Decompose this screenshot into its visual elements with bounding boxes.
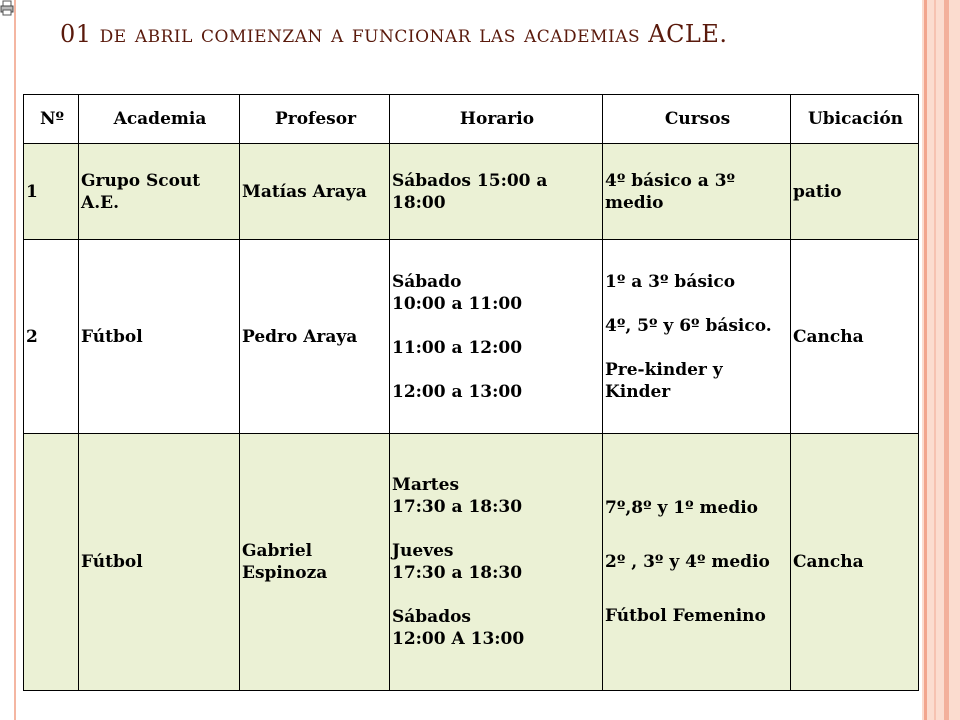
horario-line: 12:00 a 13:00 (392, 381, 523, 402)
cell-num: 1 (24, 144, 79, 240)
table-row (24, 144, 919, 240)
page-title: 01 de abril comienzan a funcionar las academias ACLE. (60, 20, 728, 48)
horario-line: Jueves (392, 541, 454, 562)
table-row (24, 434, 919, 691)
horario-line: Martes (392, 475, 460, 496)
header-ubicacion: Ubicación (791, 95, 919, 144)
header-profesor: Profesor (240, 95, 390, 144)
cell-academia: Fútbol (79, 240, 240, 434)
horario-line: 10:00 a 11:00 (392, 293, 523, 314)
cell-academia: Grupo Scout A.E. (79, 144, 240, 240)
header-cursos: Cursos (603, 95, 791, 144)
cell-horario (390, 434, 603, 691)
cursos-line: 7º,8º y 1º medio (605, 498, 759, 519)
cursos-line: Pre-kinder y Kinder (605, 359, 723, 402)
cell-ubicacion: Cancha (791, 434, 919, 691)
horario-line: 12:00 A 13:00 (392, 629, 525, 650)
cell-horario (390, 240, 603, 434)
cell-num (24, 434, 79, 691)
cell-profesor: Matías Araya (240, 144, 390, 240)
cell-cursos (603, 434, 791, 691)
header-num: Nº (24, 95, 79, 144)
cell-ubicacion: Cancha (791, 240, 919, 434)
slide-print-icon (0, 0, 14, 16)
cell-profesor: Gabriel Espinoza (240, 434, 390, 691)
cursos-line: 1º a 3º básico (605, 271, 736, 292)
horario-line: 17:30 a 18:30 (392, 563, 523, 584)
cell-ubicacion: patio (791, 144, 919, 240)
cell-profesor: Pedro Araya (240, 240, 390, 434)
cell-cursos (603, 240, 791, 434)
horario-line: Sábado (392, 271, 462, 292)
header-horario: Horario (390, 95, 603, 144)
horario-line: 17:30 a 18:30 (392, 497, 523, 518)
cell-academia: Fútbol (79, 434, 240, 691)
cell-cursos: 4º básico a 3º medio (603, 144, 791, 240)
cell-num: 2 (24, 240, 79, 434)
right-decorative-stripes (916, 0, 960, 720)
left-border-line (14, 0, 16, 720)
horario-line: Sábados (392, 607, 471, 628)
academias-table (23, 94, 919, 691)
cursos-line: 4º, 5º y 6º básico. (605, 315, 772, 336)
cursos-line: Fútbol Femenino (605, 606, 766, 627)
table-row (24, 240, 919, 434)
horario-line: 11:00 a 12:00 (392, 337, 523, 358)
table-header-row (24, 95, 919, 144)
header-academia: Academia (79, 95, 240, 144)
cursos-line: 2º , 3º y 4º medio (605, 552, 770, 573)
cell-horario: Sábados 15:00 a 18:00 (390, 144, 603, 240)
